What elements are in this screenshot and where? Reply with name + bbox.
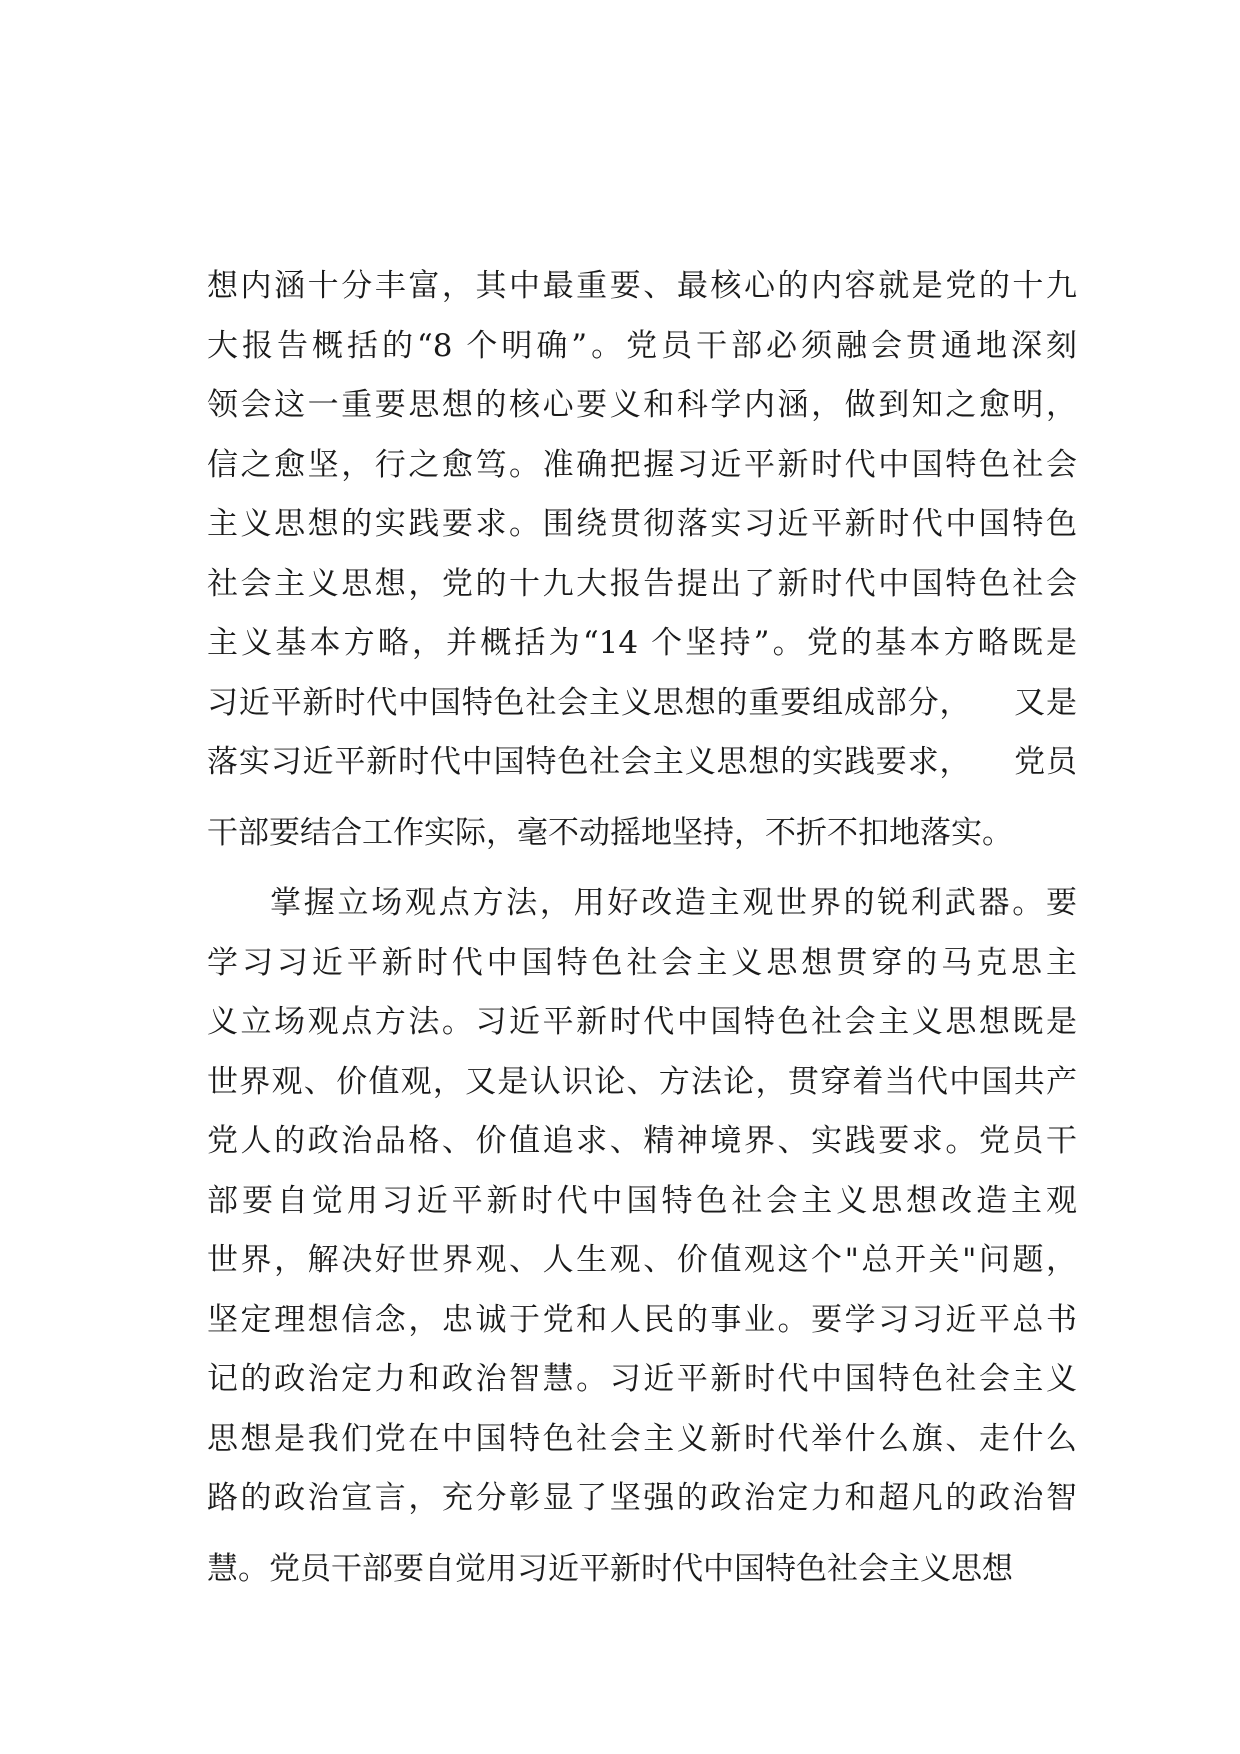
text-line: 想内涵十分丰富，其中最重要、最核心的内容就是党的十九 — [207, 268, 1077, 304]
text-line: 习近平新时代中国特色社会主义思想的重要组成部分， 又是 — [207, 684, 1077, 721]
text-line: 主义基本方略，并概括为“14 个坚持”。党的基本方略既是 — [207, 625, 1077, 661]
text-line: 世界观、价值观，又是认识论、方法论，贯穿着当代中国共产 — [207, 1063, 1077, 1100]
text-line: 义立场观点方法。习近平新时代中国特色社会主义思想既是 — [207, 1004, 1077, 1040]
text-line: 大报告概括的“8 个明确”。党员干部必须融会贯通地深刻 — [207, 327, 1077, 364]
text-line: 部要自觉用习近平新时代中国特色社会主义思想改造主观 — [207, 1182, 1077, 1219]
text-line: 世界，解决好世界观、人生观、价值观这个"总开关"问题， — [207, 1242, 1077, 1278]
text-line: 干部要结合工作实际，毫不动摇地坚持，不折不扣地落实。 — [207, 814, 1013, 851]
text-line: 落实习近平新时代中国特色社会主义思想的实践要求， 党员 — [207, 744, 1077, 780]
text-line: 坚定理想信念，忠诚于党和人民的事业。要学习习近平总书 — [207, 1301, 1077, 1338]
text-line: 信之愈坚，行之愈笃。准确把握习近平新时代中国特色社会 — [207, 446, 1077, 483]
text-line: 掌握立场观点方法，用好改造主观世界的锐利武器。要 — [270, 885, 1077, 921]
text-line: 记的政治定力和政治智慧。习近平新时代中国特色社会主义 — [207, 1361, 1077, 1397]
text-line: 主义思想的实践要求。围绕贯彻落实习近平新时代中国特色 — [207, 506, 1077, 542]
text-line: 领会这一重要思想的核心要义和科学内涵，做到知之愈明， — [207, 387, 1077, 423]
paragraph-1 — [207, 257, 1077, 863]
text-line: 学习习近平新时代中国特色社会主义思想贯穿的马克思主 — [207, 944, 1077, 981]
body-text — [207, 257, 1077, 1599]
text-line: 思想是我们党在中国特色社会主义新时代举什么旗、走什么 — [207, 1420, 1077, 1457]
text-line: 党人的政治品格、价值追求、精神境界、实践要求。党员干 — [207, 1123, 1077, 1159]
text-line: 社会主义思想，党的十九大报告提出了新时代中国特色社会 — [207, 565, 1077, 602]
text-line: 慧。党员干部要自觉用习近平新时代中国特色社会主义思想 — [207, 1550, 1013, 1587]
paragraph-2 — [207, 874, 1077, 1599]
text-line: 路的政治宣言，充分彰显了坚强的政治定力和超凡的政治智 — [207, 1480, 1077, 1516]
